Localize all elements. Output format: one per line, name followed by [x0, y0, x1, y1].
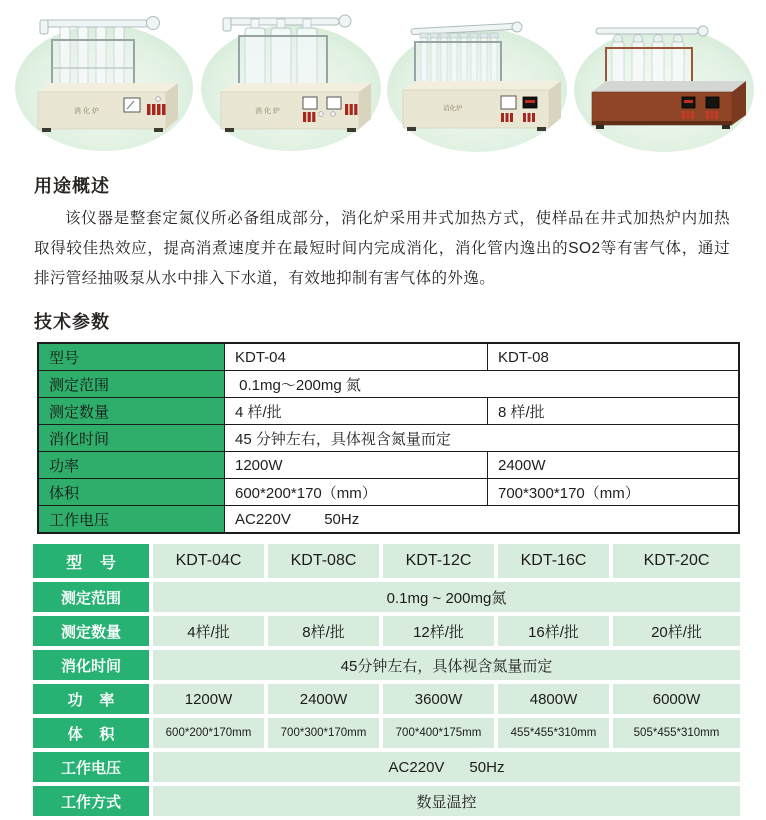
spec-label: 功 率: [33, 684, 149, 714]
table-row: [38, 506, 739, 534]
spec-label: 测定数量: [33, 616, 149, 646]
table-row: [38, 479, 739, 506]
spec-value: 20样/批: [613, 616, 740, 646]
spec-value: 8样/批: [268, 616, 379, 646]
spec-label: 工作电压: [38, 506, 225, 534]
product-photo-3: [385, 6, 569, 158]
model-name: KDT-04C: [153, 544, 264, 578]
spec-value: 2400W: [268, 684, 379, 714]
table-row: [38, 425, 739, 452]
spec-value: 4 样/批: [225, 398, 488, 425]
model-name: KDT-12C: [383, 544, 494, 578]
spec-value: 数显温控: [153, 786, 740, 816]
spec-value: KDT-08: [488, 343, 740, 371]
spec-value: 16样/批: [498, 616, 609, 646]
spec-value: AC220V 50Hz: [153, 752, 740, 782]
spec-label: 消化时间: [38, 425, 225, 452]
panel-label: 消 化 炉: [74, 108, 99, 115]
spec-label: 体积: [38, 479, 225, 506]
spec-value: 3600W: [383, 684, 494, 714]
product-photo-2: [199, 6, 383, 158]
spec-value: 700*300*170（mm）: [488, 479, 740, 506]
furnace-base: [221, 83, 371, 132]
table-row: [38, 343, 739, 371]
spec-value: KDT-04: [225, 343, 488, 371]
spec-value: 4800W: [498, 684, 609, 714]
table-row: [33, 650, 740, 680]
spec-value: 700*300*170mm: [268, 718, 379, 748]
spec-label: 工作方式: [33, 786, 149, 816]
spec-label: 型 号: [33, 544, 149, 578]
spec-value: 2400W: [488, 452, 740, 479]
spec-label: 型号: [38, 343, 225, 371]
furnace-base: [592, 81, 746, 129]
glass-tube-rack: [415, 33, 501, 88]
spec-label: 测定数量: [38, 398, 225, 425]
product-gallery: [0, 0, 766, 158]
spec-value: 4样/批: [153, 616, 264, 646]
table-row: [38, 398, 739, 425]
model-name: KDT-08C: [268, 544, 379, 578]
model-name: KDT-16C: [498, 544, 609, 578]
spec-value: 12样/批: [383, 616, 494, 646]
spec-label: 功率: [38, 452, 225, 479]
product-photo-1: [12, 6, 196, 158]
spec-value: 600*200*170（mm）: [225, 479, 488, 506]
digestion-furnace-illustration: [385, 6, 569, 158]
overview-section-title: 用途概述: [34, 176, 110, 196]
table-row: [33, 752, 740, 782]
table-row: [33, 544, 740, 578]
table-row: [33, 616, 740, 646]
spec-value: 45 分钟左右，具体视含氮量而定: [225, 425, 740, 452]
table-row: [38, 452, 739, 479]
panel-label: 消 化 炉: [254, 108, 280, 115]
spec-label: 测定范围: [33, 582, 149, 612]
spec-value: AC220V 50Hz: [225, 506, 740, 534]
spec-value: 6000W: [613, 684, 740, 714]
spec-value: 455*455*310mm: [498, 718, 609, 748]
spec-label: 测定范围: [38, 371, 225, 398]
glass-manifold: [596, 26, 708, 36]
spec-label: 体 积: [33, 718, 149, 748]
glass-tube-rack: [239, 19, 327, 92]
overview-paragraph: 该仪器是整套定氮仪所必备组成部分，消化炉采用井式加热方式，使样品在井式加热炉内加热取得较佳热效应，提高消煮速度并在最短时间内完成消化，消化管内逸出的SO2等有害气体，通过排污管经抽吸泵从水中排入下水道，有效地抑制有害气体的外逸。: [34, 210, 730, 287]
spec-value: 700*400*175mm: [383, 718, 494, 748]
table-row: [33, 718, 740, 748]
product-photo-4: [572, 6, 756, 158]
spec-value: 1200W: [225, 452, 488, 479]
panel-label: 消化炉: [443, 105, 463, 112]
spec-value: 1200W: [153, 684, 264, 714]
table-row: [33, 582, 740, 612]
table-row: [33, 684, 740, 714]
digestion-furnace-illustration: [12, 6, 196, 158]
spec-value: 505*455*310mm: [613, 718, 740, 748]
spec-value: 0.1mg ~ 200mg氮: [153, 582, 740, 612]
table-row: [38, 371, 739, 398]
digestion-furnace-illustration: [199, 6, 383, 158]
spec-value: 0.1mg～200mg 氮: [225, 371, 740, 398]
spec-value: 8 样/批: [488, 398, 740, 425]
model-name: KDT-20C: [613, 544, 740, 578]
spec-label: 工作电压: [33, 752, 149, 782]
digestion-furnace-illustration: [572, 6, 756, 158]
spec-label: 消化时间: [33, 650, 149, 680]
specs-section-title: 技术参数: [34, 312, 110, 332]
spec-value: 600*200*170mm: [153, 718, 264, 748]
kdt-spec-table: [37, 342, 740, 534]
kdtc-spec-table: [29, 540, 744, 820]
spec-value: 45分钟左右，具体视含氮量而定: [153, 650, 740, 680]
